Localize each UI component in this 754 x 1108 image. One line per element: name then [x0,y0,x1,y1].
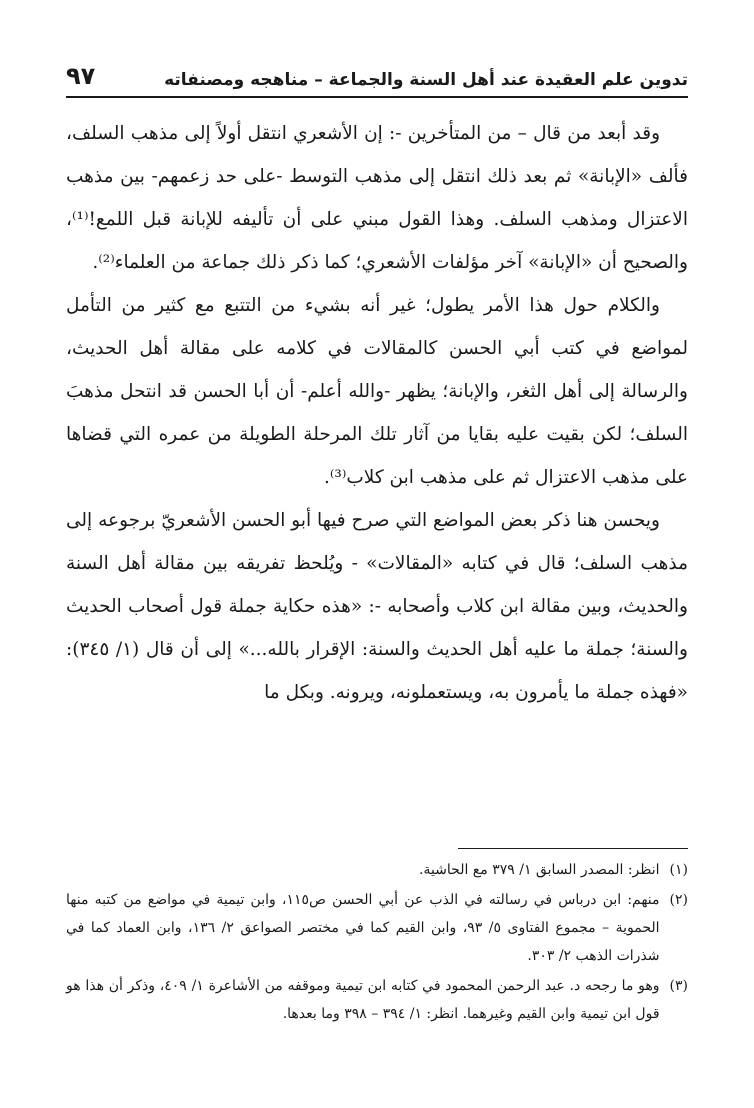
page-header [66,58,688,98]
running-title: تدوين علم العقيدة عند أهل السنة والجماعة – مناهجه ومصنفاته [164,70,688,90]
paragraph: وقد أبعد من قال – من المتأخرين -: إن الأشعري انتقل أولاً إلى مذهب السلف، فألف «الإبانة» ثم بعد ذلك انتقل إلى مذهب التوسط -على حد زعمهم- بين مذهب الاعتزال ومذهب السلف. وهذا القول مبني على أن تأليفه للإبانة قبل اللمع!⁽¹⁾، والصحيح أن «الإبانة» آخر مؤلفات الأشعري؛ كما ذكر ذلك جماعة من العلماء⁽²⁾. [66,123,688,273]
paragraph: ويحسن هنا ذكر بعض المواضع التي صرح فيها أبو الحسن الأشعريّ برجوعه إلى مذهب السلف؛ قال في كتابه «المقالات» - ويُلحظ تفريقه بين مقالة أهل السنة والحديث، وبين مقالة ابن كلاب وأصحابه -: «هذه حكاية جملة قول أصحاب الحديث والسنة؛ جملة ما عليه أهل الحديث والسنة: الإقرار بالله...» إلى أن قال (١/ ٣٤٥): «فهذه جملة ما يأمرون به، ويستعملونه، ويرونه. وبكل ما [66,510,688,703]
paragraph: والكلام حول هذا الأمر يطول؛ غير أنه بشيء من التتبع مع كثير من التأمل لمواضع في كتب أبي الحسن كالمقالات في كلامه على مقالة أهل الحديث، والرسالة إلى أهل الثغر، والإبانة؛ يظهر -والله أعلم- أن أبا الحسن قد انتحل مذهبَ السلف؛ لكن بقيت عليه بقايا من آثار تلك المرحلة الطويلة من عمره التي قضاها على مذهب الاعتزال ثم على مذهب ابن كلاب⁽³⁾. [66,295,688,488]
footnote-number: (٢) [669,892,688,908]
footnote [66,856,688,884]
footnote-number: (٣) [669,978,688,994]
footnote [66,972,688,1028]
footnote-number: (١) [669,862,688,878]
main-text [66,112,688,714]
page-number: ٩٧ [66,62,96,90]
footnote-separator [458,848,688,849]
footnote-text: انظر: المصدر السابق ١/ ٣٧٩ مع الحاشية. [418,862,660,878]
footnote [66,886,688,970]
footnote-text: وهو ما رجحه د. عبد الرحمن المحمود في كتابه ابن تيمية وموقفه من الأشاعرة ١/ ٤٠٩، وذكر أن هذا هو قول ابن تيمية وابن القيم وغيرهما. انظر: ١/ ٣٩٤ – ٣٩٨ وما بعدها. [66,978,660,1022]
footnotes [66,856,688,1030]
footnote-text: منهم: ابن درباس في رسالته في الذب عن أبي الحسن ص١١٥، وابن تيمية في مواضع من كتبه منها الحموية – مجموع الفتاوى ٥/ ٩٣، وابن القيم كما في مختصر الصواعق ٢/ ١٣٦، وابن العماد كما في شذرات الذهب ٢/ ٣٠٣. [66,892,660,964]
